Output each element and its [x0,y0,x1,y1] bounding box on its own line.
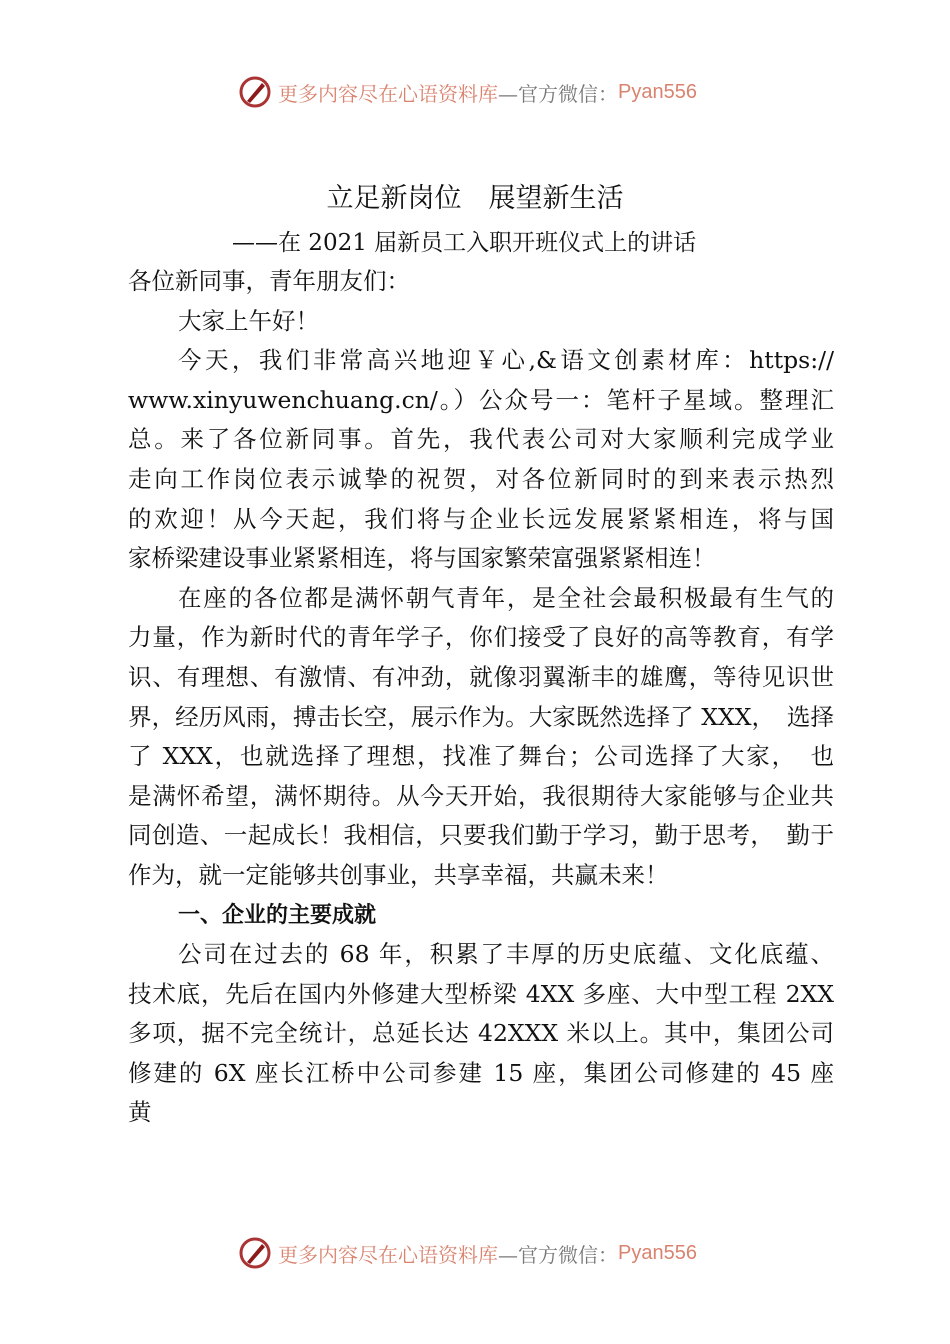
text-line: 识、有理想、有激情、有冲劲，就像羽翼渐丰的雄鹰，等待见识世 [128,662,834,691]
text-line: 走向工作岗位表示诚挚的祝贺，对各位新同时的到来表示热烈 [128,464,834,493]
document-body [128,262,834,1133]
text-line: 技术底，先后在国内外修建大型桥梁 4XX 多座、大中型工程 2XX [128,979,834,1008]
watermark-wechat-id: Pyan556 [618,1241,697,1264]
watermark-text: 更多内容尽在心语资料库 [278,1242,498,1267]
text-line: 作为，就一定能够共创事业，共享幸福，共赢未来！ [128,860,669,889]
text-line: 今天，我们非常高兴地迎￥心,&语文创素材库：https:// [178,346,834,375]
text-line: 是满怀希望，满怀期待。从今天开始，我很期待大家能够与企业共 [128,781,834,810]
text-line: 修建的 6X 座长江桥中公司参建 15 座，集团公司修建的 45 座 [128,1058,834,1087]
watermark-header [238,74,697,110]
document-subtitle: ——在 2021 届新员工入职开班仪式上的讲话 [232,230,697,256]
watermark-wechat-label: —官方微信： [498,1242,618,1267]
text-line: 界，经历风雨，搏击长空，展示作为。大家既然选择了 XXX， 选择 [128,702,834,731]
text-line: 公司在过去的 68 年，积累了丰厚的历史底蕴、文化底蕴、 [178,940,834,969]
text-line: 大家上午好！ [178,306,319,335]
watermark-wechat-label: —官方微信： [498,81,618,106]
text-line: 的欢迎！从今天起，我们将与企业长远发展紧紧相连，将与国 [128,504,834,533]
watermark-wechat-id: Pyan556 [618,80,697,103]
pen-logo-icon [238,1236,272,1270]
text-line: 在座的各位都是满怀朝气青年，是全社会最积极最有生气的 [178,583,834,612]
watermark-text: 更多内容尽在心语资料库 [278,81,498,106]
text-line: 各位新同事，青年朋友们： [128,267,410,295]
text-line: 同创造、一起成长！我相信，只要我们勤于学习，勤于思考， 勤于 [128,821,834,850]
text-line: www.xinyuwenchuang.cn/。）公众号一：笔杆子星域。整理汇 [128,385,834,414]
text-line: 了 XXX，也就选择了理想，找准了舞台；公司选择了大家， 也 [128,742,834,771]
text-line: 家桥梁建设事业紧紧相连，将与国家繁荣富强紧紧相连！ [128,544,716,573]
text-line: 力量，作为新时代的青年学子，你们接受了良好的高等教育，有学 [128,623,834,652]
pen-logo-icon [238,75,272,109]
text-line: 黄 [128,1098,152,1127]
watermark-footer [238,1235,697,1271]
section-heading: 一、企业的主要成就 [178,902,377,928]
text-line: 总。来了各位新同事。首先，我代表公司对大家顺利完成学业 [128,425,834,454]
document-title: 立足新岗位 展望新生活 [326,183,624,214]
text-line: 多项，据不完全统计，总延长达 42XXX 米以上。其中，集团公司 [128,1019,834,1048]
